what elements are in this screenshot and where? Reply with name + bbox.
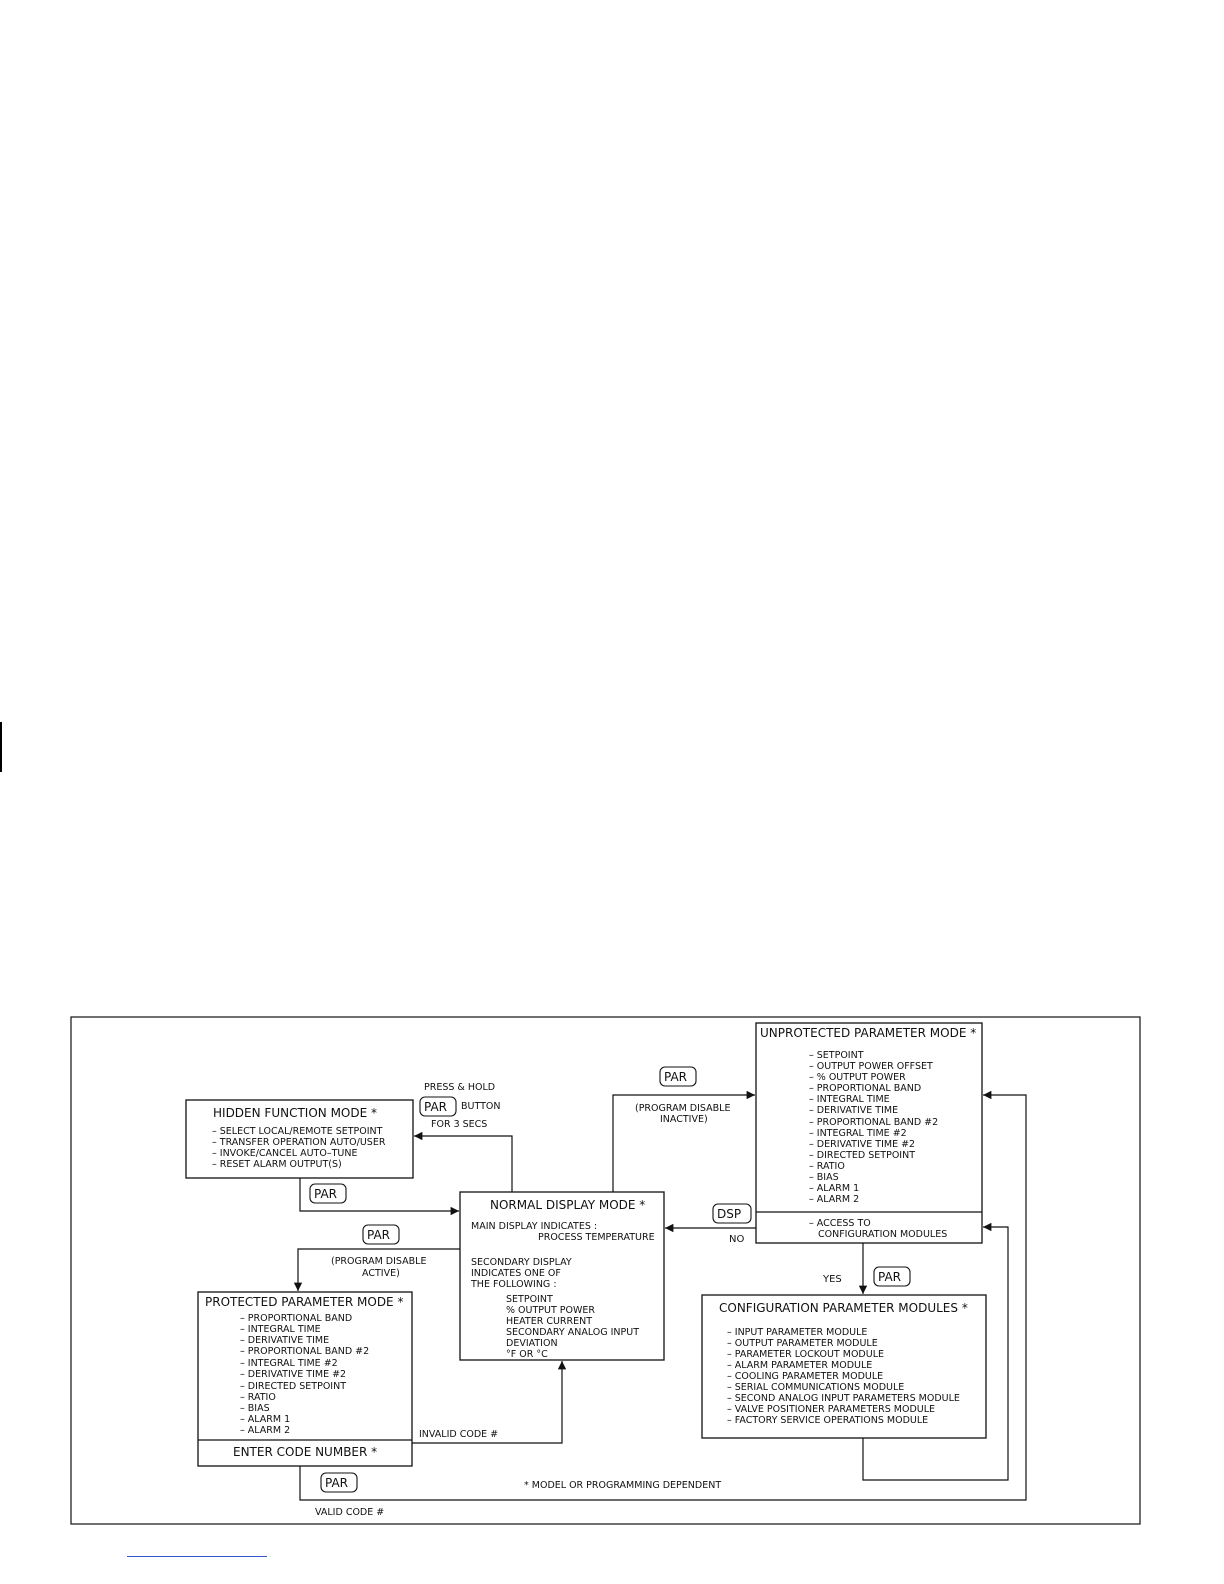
arrow-normal-to-hidden bbox=[414, 1136, 512, 1192]
config-module: – OUTPUT PARAMETER MODULE bbox=[727, 1338, 878, 1349]
diagram-frame bbox=[71, 1017, 1140, 1524]
protected-item: – PROPORTIONAL BAND bbox=[240, 1313, 353, 1324]
par-key-config-entry bbox=[874, 1267, 910, 1286]
unprotected-item: – PROPORTIONAL BAND bbox=[809, 1083, 922, 1094]
par-key-label: PAR bbox=[325, 1476, 349, 1490]
unprotected-title: UNPROTECTED PARAMETER MODE * bbox=[760, 1026, 977, 1040]
protected-item: – RATIO bbox=[240, 1392, 276, 1403]
button-label: BUTTON bbox=[461, 1101, 501, 1112]
par-key-hidden-exit bbox=[310, 1184, 346, 1203]
normal-display-title: NORMAL DISPLAY MODE * bbox=[490, 1198, 646, 1212]
config-module: – SECOND ANALOG INPUT PARAMETERS MODULE bbox=[727, 1393, 960, 1404]
protected-item: – INTEGRAL TIME #2 bbox=[240, 1358, 338, 1369]
configuration-parameter-modules-box bbox=[702, 1295, 986, 1438]
access-config-label: – ACCESS TO bbox=[809, 1218, 871, 1229]
protected-item: – PROPORTIONAL BAND #2 bbox=[240, 1346, 370, 1357]
par-key-label: PAR bbox=[664, 1070, 688, 1084]
par-key-valid-code bbox=[321, 1473, 357, 1492]
no-label: NO bbox=[729, 1234, 745, 1245]
program-disable-inactive-label: (PROGRAM DISABLE bbox=[635, 1103, 731, 1114]
config-module: – VALVE POSITIONER PARAMETERS MODULE bbox=[727, 1404, 936, 1415]
configuration-title: CONFIGURATION PARAMETER MODULES * bbox=[719, 1301, 968, 1315]
invalid-code-label: INVALID CODE # bbox=[419, 1429, 499, 1440]
secondary-option: HEATER CURRENT bbox=[506, 1316, 593, 1327]
config-module: – INPUT PARAMETER MODULE bbox=[727, 1327, 868, 1338]
unprotected-item: – SETPOINT bbox=[809, 1050, 864, 1061]
par-key-label: PAR bbox=[314, 1187, 338, 1201]
unprotected-item: – INTEGRAL TIME #2 bbox=[809, 1128, 907, 1139]
config-module: – PARAMETER LOCKOUT MODULE bbox=[727, 1349, 884, 1360]
press-hold-label: PRESS & HOLD bbox=[424, 1082, 496, 1093]
protected-item: – ALARM 2 bbox=[240, 1425, 291, 1436]
protected-item: – ALARM 1 bbox=[240, 1414, 291, 1425]
program-disable-active-label: (PROGRAM DISABLE bbox=[331, 1256, 427, 1267]
hidden-function-title: HIDDEN FUNCTION MODE * bbox=[213, 1106, 377, 1120]
secondary-option: % OUTPUT POWER bbox=[506, 1305, 595, 1316]
config-module: – ALARM PARAMETER MODULE bbox=[727, 1360, 873, 1371]
access-config-label: CONFIGURATION MODULES bbox=[818, 1229, 948, 1240]
normal-display-mode-box bbox=[460, 1192, 664, 1360]
hidden-function-mode-box bbox=[186, 1100, 413, 1178]
unprotected-item: – DIRECTED SETPOINT bbox=[809, 1150, 916, 1161]
par-key-press-hold bbox=[420, 1097, 456, 1116]
secondary-option: SECONDARY ANALOG INPUT bbox=[506, 1327, 640, 1338]
protected-item: – DERIVATIVE TIME bbox=[240, 1335, 330, 1346]
program-disable-inactive-label: INACTIVE) bbox=[660, 1114, 708, 1125]
par-key-unprotected-entry bbox=[660, 1067, 696, 1086]
protected-item: – BIAS bbox=[240, 1403, 270, 1414]
config-module: – SERIAL COMMUNICATIONS MODULE bbox=[727, 1382, 905, 1393]
enter-code-label: ENTER CODE NUMBER * bbox=[233, 1445, 378, 1459]
protected-parameter-mode-box bbox=[198, 1292, 412, 1466]
unprotected-item: – % OUTPUT POWER bbox=[809, 1072, 906, 1083]
program-disable-active-label: ACTIVE) bbox=[362, 1268, 400, 1279]
hidden-item: – TRANSFER OPERATION AUTO/USER bbox=[212, 1137, 386, 1148]
unprotected-item: – INTEGRAL TIME bbox=[809, 1094, 890, 1105]
unprotected-item: – DERIVATIVE TIME bbox=[809, 1105, 899, 1116]
protected-item: – DIRECTED SETPOINT bbox=[240, 1381, 347, 1392]
unprotected-item: – DERIVATIVE TIME #2 bbox=[809, 1139, 916, 1150]
par-key-label: PAR bbox=[424, 1100, 448, 1114]
main-display-label: MAIN DISPLAY INDICATES : bbox=[471, 1221, 598, 1232]
protected-item: – INTEGRAL TIME bbox=[240, 1324, 321, 1335]
protected-item: – DERIVATIVE TIME #2 bbox=[240, 1369, 347, 1380]
dsp-key-label: DSP bbox=[717, 1207, 742, 1221]
hidden-item: – SELECT LOCAL/REMOTE SETPOINT bbox=[212, 1126, 383, 1137]
config-module: – COOLING PARAMETER MODULE bbox=[727, 1371, 884, 1382]
secondary-display-label: INDICATES ONE OF bbox=[471, 1268, 561, 1279]
secondary-option: DEVIATION bbox=[506, 1338, 558, 1349]
unprotected-item: – BIAS bbox=[809, 1172, 839, 1183]
dsp-key bbox=[713, 1204, 751, 1223]
par-key-label: PAR bbox=[367, 1228, 391, 1242]
hidden-item: – INVOKE/CANCEL AUTO–TUNE bbox=[212, 1148, 358, 1159]
main-display-value: PROCESS TEMPERATURE bbox=[538, 1232, 655, 1243]
yes-label: YES bbox=[823, 1274, 842, 1285]
footnote: * MODEL OR PROGRAMMING DEPENDENT bbox=[524, 1480, 722, 1491]
unprotected-parameter-mode-box bbox=[756, 1023, 982, 1243]
valid-code-label: VALID CODE # bbox=[315, 1507, 385, 1518]
unprotected-item: – OUTPUT POWER OFFSET bbox=[809, 1061, 933, 1072]
secondary-option: SETPOINT bbox=[506, 1294, 553, 1305]
footer-rule bbox=[127, 1556, 267, 1557]
secondary-option: °F OR °C bbox=[506, 1349, 548, 1360]
par-key-label: PAR bbox=[878, 1270, 902, 1284]
unprotected-item: – RATIO bbox=[809, 1161, 845, 1172]
unprotected-item: – ALARM 1 bbox=[809, 1183, 860, 1194]
config-module: – FACTORY SERVICE OPERATIONS MODULE bbox=[727, 1415, 929, 1426]
secondary-display-label: SECONDARY DISPLAY bbox=[471, 1257, 572, 1268]
secondary-display-label: THE FOLLOWING : bbox=[471, 1279, 557, 1290]
unprotected-item: – PROPORTIONAL BAND #2 bbox=[809, 1117, 939, 1128]
for-3-secs-label: FOR 3 SECS bbox=[431, 1119, 488, 1130]
arrow-valid-code bbox=[300, 1095, 1026, 1500]
unprotected-item: – ALARM 2 bbox=[809, 1194, 860, 1205]
hidden-item: – RESET ALARM OUTPUT(S) bbox=[212, 1159, 342, 1170]
par-key-protected-entry bbox=[363, 1225, 399, 1244]
protected-title: PROTECTED PARAMETER MODE * bbox=[205, 1295, 404, 1309]
